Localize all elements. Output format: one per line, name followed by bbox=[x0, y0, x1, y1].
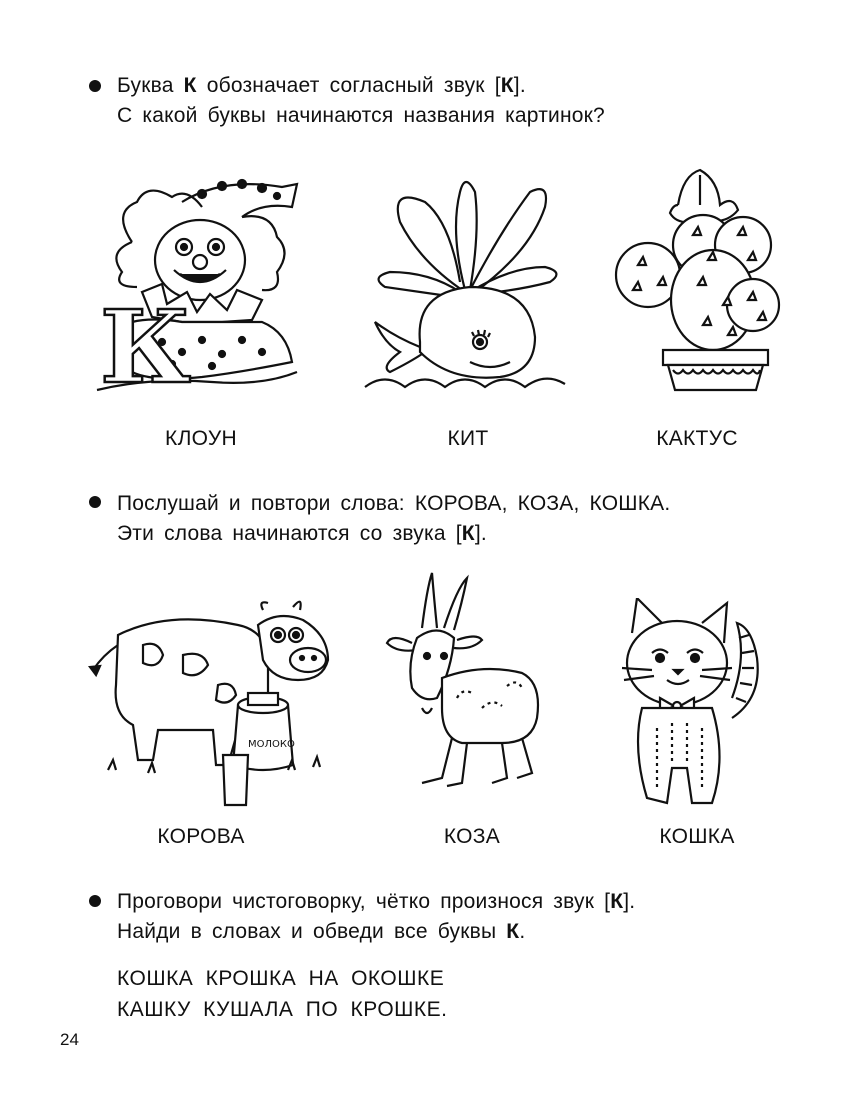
whale-illustration bbox=[360, 172, 570, 397]
milk-can-label: МОЛОКО bbox=[248, 739, 295, 750]
instruction-2 bbox=[117, 489, 670, 549]
text: . bbox=[519, 920, 526, 943]
instruction-3-line-1 bbox=[117, 887, 635, 917]
letter-k: К bbox=[461, 522, 475, 545]
tongue-twister-line-1: КОШКА КРОШКА НА ОКОШКЕ bbox=[117, 967, 445, 990]
caption-cow: КОРОВА bbox=[157, 825, 245, 848]
tongue-twister bbox=[117, 963, 447, 1025]
page-number: 24 bbox=[60, 1030, 79, 1049]
instruction-3 bbox=[117, 887, 635, 947]
caption-clown: КЛОУН bbox=[165, 427, 237, 450]
caption-goat: КОЗА bbox=[443, 825, 501, 848]
instruction-3-line-2 bbox=[117, 917, 635, 947]
tongue-twister-line-2: КАШКУ КУШАЛА ПО КРОШКЕ. bbox=[117, 998, 448, 1021]
letter-k: К bbox=[183, 74, 197, 97]
instruction-1-line-2: С какой буквы начинаются названия картинок? bbox=[117, 104, 605, 127]
cactus-illustration bbox=[608, 165, 783, 397]
instruction-1-line-1 bbox=[117, 71, 605, 101]
text: обозначает согласный звук [ bbox=[196, 74, 501, 97]
letter-k: К bbox=[610, 890, 624, 913]
letter-k: К bbox=[500, 74, 514, 97]
bullet bbox=[89, 496, 101, 508]
text: ]. bbox=[623, 890, 636, 913]
cat-illustration bbox=[612, 598, 770, 810]
clown-letter: К bbox=[100, 288, 191, 397]
cow-illustration bbox=[88, 595, 338, 810]
text: Проговори чистоговорку, чётко произнося звук [ bbox=[117, 890, 611, 913]
text: ]. bbox=[474, 522, 487, 545]
text: Найди в словах и обведи все буквы bbox=[117, 920, 507, 943]
bullet bbox=[89, 80, 101, 92]
caption-whale: КИТ bbox=[447, 427, 489, 450]
clown-illustration bbox=[92, 172, 302, 397]
letter-k: К bbox=[506, 920, 520, 943]
caption-cactus: КАКТУС bbox=[656, 427, 738, 450]
goat-illustration bbox=[382, 568, 547, 790]
text: Буква bbox=[117, 74, 184, 97]
instruction-2-line-2 bbox=[117, 519, 670, 549]
bullet bbox=[89, 895, 101, 907]
text: ]. bbox=[513, 74, 526, 97]
instruction-1 bbox=[117, 71, 605, 131]
instruction-2-line-1: Послушай и повтори слова: КОРОВА, КОЗА, КОШКА. bbox=[117, 492, 671, 515]
caption-cat: КОШКА bbox=[659, 825, 735, 848]
text: Эти слова начинаются со звука [ bbox=[117, 522, 462, 545]
